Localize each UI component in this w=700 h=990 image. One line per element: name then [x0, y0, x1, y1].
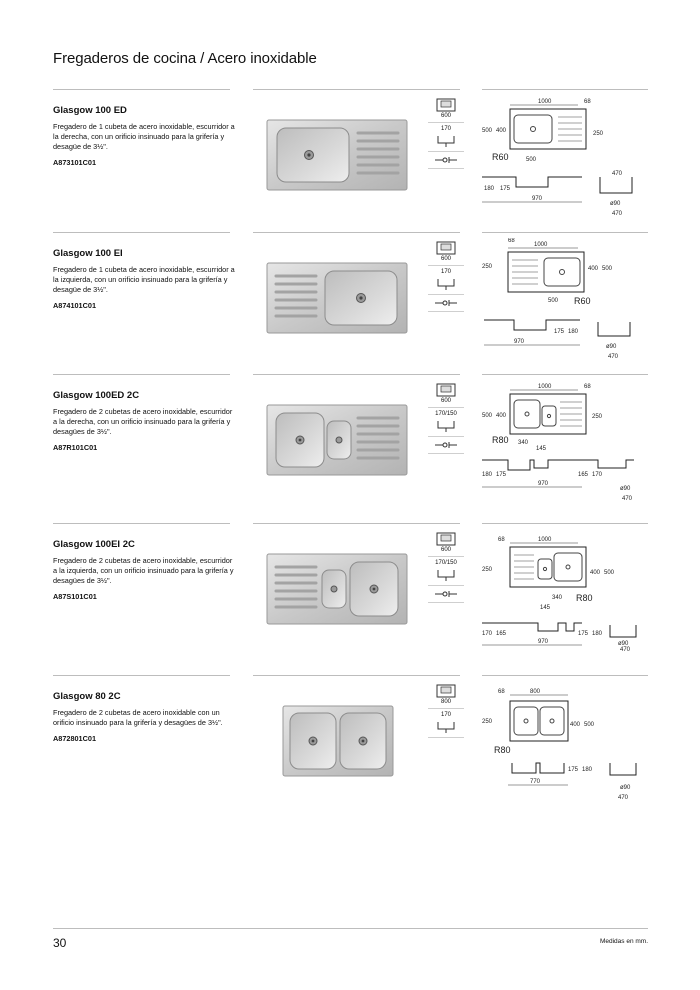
spec-icons — [428, 97, 464, 172]
svg-text:ø90: ø90 — [620, 486, 631, 492]
spec-icons — [428, 382, 464, 457]
svg-text:500: 500 — [584, 722, 595, 728]
svg-text:250: 250 — [592, 414, 603, 420]
svg-text:175: 175 — [500, 186, 511, 192]
product-glasgow-80-2c — [0, 675, 700, 810]
svg-text:250: 250 — [482, 567, 493, 573]
svg-text:500: 500 — [482, 128, 493, 134]
divider — [53, 232, 230, 233]
overflow-icon — [433, 298, 459, 308]
product-glasgow-100-ed — [0, 89, 700, 224]
product-code: A87R101C01 — [53, 443, 98, 453]
svg-text:970: 970 — [538, 639, 549, 645]
svg-text:ø90: ø90 — [606, 344, 617, 350]
drain-size: 170 — [440, 269, 451, 275]
svg-text:180: 180 — [484, 186, 495, 192]
cabinet-width: 600 — [440, 398, 451, 404]
product-code: A87S101C01 — [53, 592, 97, 602]
cabinet-width: 800 — [440, 699, 451, 705]
svg-text:165: 165 — [578, 472, 589, 478]
svg-text:470: 470 — [608, 354, 619, 360]
drain-icon — [435, 720, 457, 734]
svg-text:400: 400 — [590, 570, 601, 576]
svg-text:180: 180 — [482, 472, 493, 478]
svg-text:800: 800 — [530, 689, 541, 695]
svg-text:180: 180 — [592, 631, 603, 637]
footer-divider — [53, 928, 648, 929]
divider — [53, 374, 230, 375]
svg-text:400: 400 — [570, 722, 581, 728]
svg-text:170: 170 — [482, 631, 493, 637]
technical-drawing — [478, 681, 648, 803]
svg-text:1000: 1000 — [534, 242, 548, 248]
svg-text:R80: R80 — [576, 593, 593, 603]
svg-text:R80: R80 — [492, 435, 509, 445]
divider — [482, 232, 648, 233]
divider — [53, 675, 230, 676]
svg-text:500: 500 — [526, 157, 537, 163]
spec-icons — [428, 531, 464, 606]
svg-text:175: 175 — [568, 767, 579, 773]
svg-text:470: 470 — [612, 171, 623, 177]
product-code: A874101C01 — [53, 301, 97, 311]
drain-size: 170/150 — [435, 411, 457, 417]
technical-drawing — [478, 238, 648, 360]
svg-text:165: 165 — [496, 631, 507, 637]
product-description: Fregadero de 2 cubetas de acero inoxidable, escurridor a la derecha, con un orificio insinuado para la grifería y desagües de 3½". — [53, 407, 233, 437]
svg-text:175: 175 — [578, 631, 589, 637]
svg-text:175: 175 — [554, 329, 565, 335]
footer-note: Medidas en mm. — [599, 938, 648, 945]
svg-text:1000: 1000 — [538, 384, 552, 390]
sink-photo — [266, 262, 408, 334]
drain-icon — [435, 568, 457, 582]
spec-icons — [428, 240, 464, 315]
svg-text:400: 400 — [588, 266, 599, 272]
svg-text:170: 170 — [592, 472, 603, 478]
svg-text:500: 500 — [548, 298, 559, 304]
svg-text:1000: 1000 — [538, 537, 552, 543]
product-description: Fregadero de 2 cubetas de acero inoxidable con un orificio insinuado para la grifería y desagües de 3½". — [53, 708, 223, 728]
drain-icon — [435, 419, 457, 433]
divider — [253, 374, 460, 375]
sink-photo — [266, 553, 408, 625]
spec-icons — [428, 683, 464, 741]
svg-text:470: 470 — [622, 496, 633, 502]
cabinet-icon — [435, 382, 457, 398]
svg-text:250: 250 — [482, 264, 493, 270]
cabinet-icon — [435, 531, 457, 547]
svg-text:68: 68 — [498, 537, 505, 543]
divider — [53, 89, 230, 90]
svg-text:ø90: ø90 — [620, 785, 631, 791]
svg-text:145: 145 — [536, 446, 547, 452]
overflow-icon — [433, 589, 459, 599]
svg-text:400: 400 — [496, 413, 507, 419]
overflow-icon — [433, 440, 459, 450]
product-name: Glasgow 100 ED — [53, 105, 127, 116]
svg-text:145: 145 — [540, 605, 551, 611]
svg-text:180: 180 — [568, 329, 579, 335]
overflow-icon — [433, 155, 459, 165]
divider — [482, 675, 648, 676]
drain-icon — [435, 134, 457, 148]
divider — [253, 89, 460, 90]
sink-photo — [266, 119, 408, 191]
cabinet-width: 600 — [440, 113, 451, 119]
product-name: Glasgow 100EI 2C — [53, 539, 135, 550]
product-name: Glasgow 80 2C — [53, 691, 121, 702]
technical-drawing — [478, 95, 648, 217]
svg-text:340: 340 — [552, 595, 563, 601]
product-code: A872801C01 — [53, 734, 97, 744]
page-title: Fregaderos de cocina / Acero inoxidable — [53, 50, 317, 67]
svg-text:470: 470 — [620, 647, 631, 651]
svg-text:68: 68 — [508, 238, 515, 244]
svg-text:250: 250 — [593, 131, 604, 137]
divider — [253, 523, 460, 524]
product-code: A873101C01 — [53, 158, 97, 168]
product-description: Fregadero de 1 cubeta de acero inoxidable, escurridor a la derecha, con un orificio insinuado para la grifería y desagüe de 3½". — [53, 122, 235, 152]
svg-text:R60: R60 — [574, 296, 591, 306]
svg-text:68: 68 — [584, 99, 591, 105]
svg-text:250: 250 — [482, 719, 493, 725]
svg-text:470: 470 — [618, 795, 629, 801]
cabinet-icon — [435, 97, 457, 113]
svg-text:970: 970 — [538, 481, 549, 487]
svg-text:500: 500 — [602, 266, 613, 272]
technical-drawing — [478, 529, 648, 651]
svg-text:R60: R60 — [492, 152, 509, 162]
svg-text:340: 340 — [518, 440, 529, 446]
technical-drawing — [478, 380, 648, 502]
divider — [482, 374, 648, 375]
product-glasgow-100ed-2c — [0, 374, 700, 509]
svg-text:970: 970 — [514, 339, 525, 345]
product-description: Fregadero de 2 cubetas de acero inoxidable, escurridor a la izquierda, con un orificio insinuado para la grifería y desagües de 3½". — [53, 556, 234, 586]
svg-text:R80: R80 — [494, 745, 511, 755]
cabinet-icon — [435, 683, 457, 699]
divider — [253, 232, 460, 233]
svg-text:175: 175 — [496, 472, 507, 478]
divider — [482, 89, 648, 90]
svg-text:500: 500 — [604, 570, 615, 576]
drain-size: 170 — [440, 126, 451, 132]
cabinet-icon — [435, 240, 457, 256]
product-name: Glasgow 100 EI — [53, 248, 123, 259]
divider — [53, 523, 230, 524]
drain-size: 170 — [440, 712, 451, 718]
svg-text:1000: 1000 — [538, 99, 552, 105]
sink-photo — [266, 404, 408, 476]
drain-size: 170/150 — [435, 560, 457, 566]
cabinet-width: 600 — [440, 547, 451, 553]
svg-text:68: 68 — [498, 689, 505, 695]
svg-text:ø90: ø90 — [610, 201, 621, 207]
svg-text:770: 770 — [530, 779, 541, 785]
svg-text:68: 68 — [584, 384, 591, 390]
page-number: 30 — [53, 936, 67, 950]
drain-icon — [435, 277, 457, 291]
product-glasgow-100-ei — [0, 232, 700, 367]
product-glasgow-100ei-2c — [0, 523, 700, 658]
sink-photo — [282, 705, 394, 777]
svg-text:470: 470 — [612, 211, 623, 217]
product-description: Fregadero de 1 cubeta de acero inoxidable, escurridor a la izquierda, con un orificio insinuado para la grifería y desagüe de 3½". — [53, 265, 235, 295]
cabinet-width: 600 — [440, 256, 451, 262]
svg-text:970: 970 — [532, 196, 543, 202]
divider — [482, 523, 648, 524]
svg-text:500: 500 — [482, 413, 493, 419]
svg-text:180: 180 — [582, 767, 593, 773]
svg-text:ø90: ø90 — [618, 641, 629, 647]
svg-text:400: 400 — [496, 128, 507, 134]
divider — [253, 675, 460, 676]
product-name: Glasgow 100ED 2C — [53, 390, 140, 401]
